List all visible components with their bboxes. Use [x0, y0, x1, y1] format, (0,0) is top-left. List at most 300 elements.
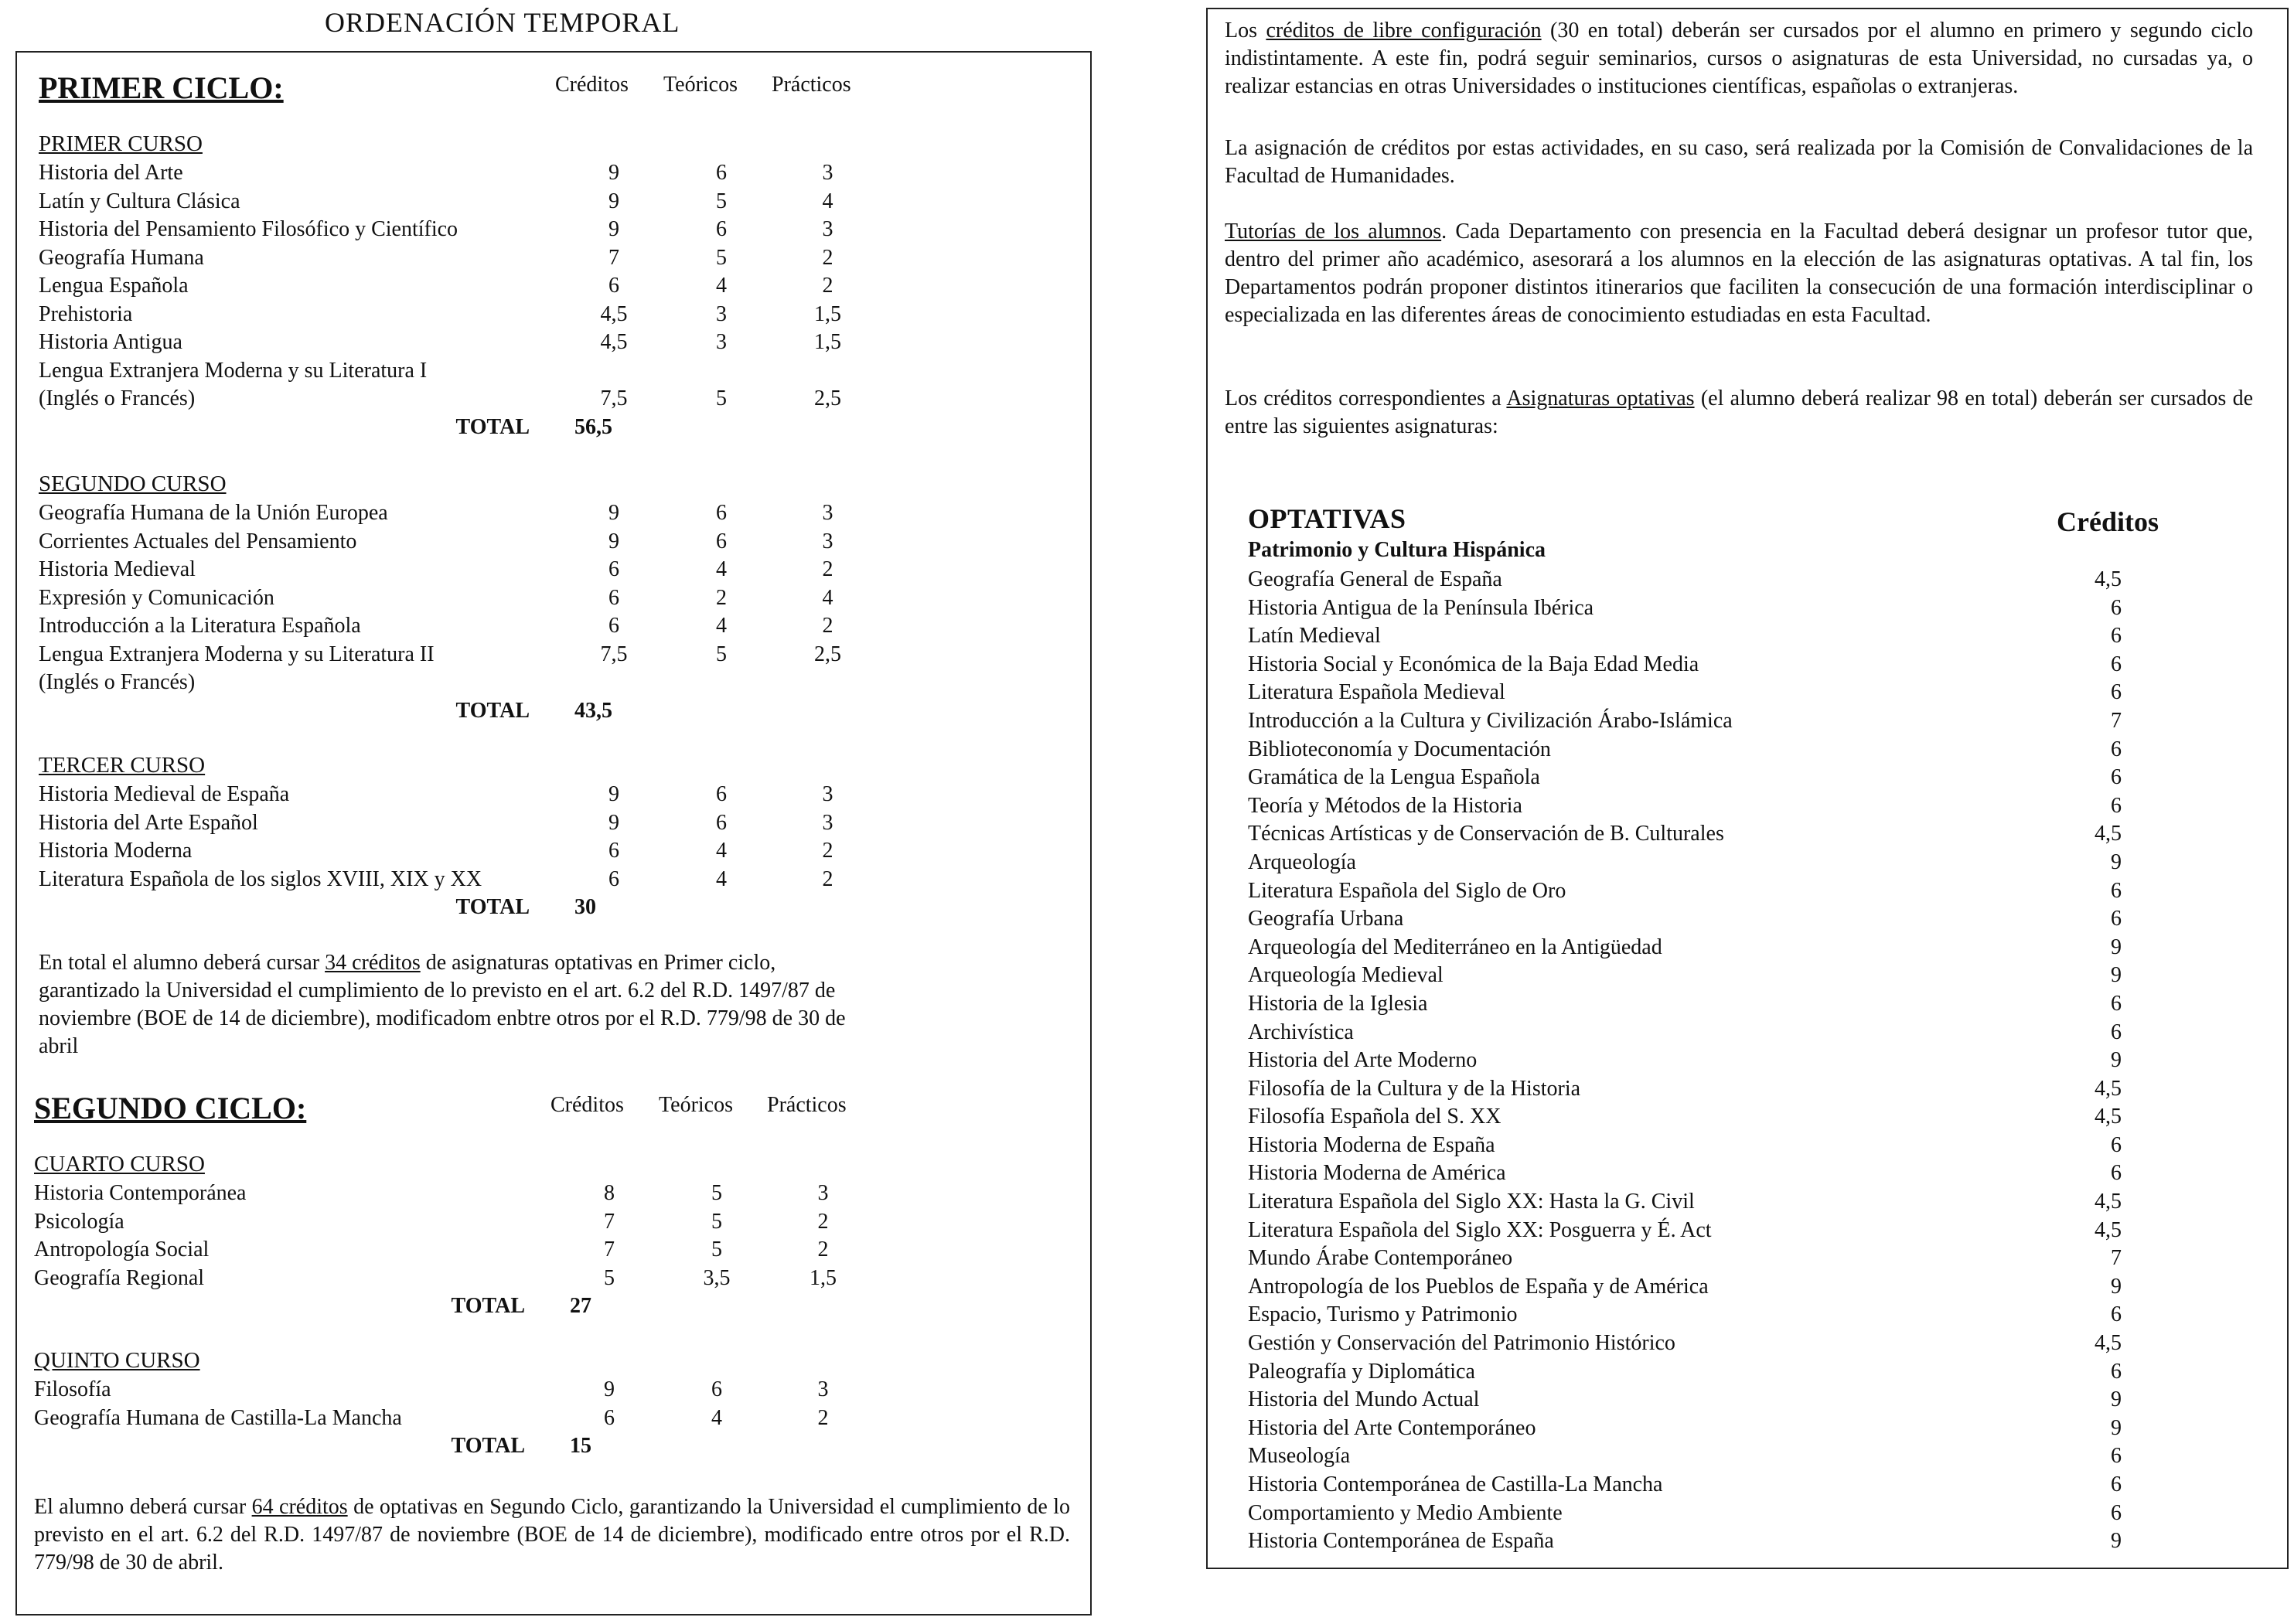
course-row: [34, 1265, 875, 1293]
course-practicos: 2: [822, 839, 833, 863]
course-creditos: 9: [608, 189, 619, 213]
course-teoricos: 6: [716, 217, 727, 241]
course-name: Lengua Española: [39, 274, 189, 298]
course-row: [34, 1180, 875, 1208]
optativa-row: [1248, 820, 2137, 849]
optativa-creditos: 6: [2111, 1500, 2122, 1525]
course-teoricos: 6: [716, 782, 727, 806]
curso-heading-quinto: QUINTO CURSO: [34, 1348, 200, 1373]
optativa-creditos: 6: [2111, 991, 2122, 1016]
segundo-ciclo-note: [34, 1493, 1070, 1577]
optativas-credits-header: Créditos: [2057, 506, 2159, 537]
total-row: [34, 1432, 875, 1461]
course-row: [39, 499, 880, 528]
optativa-creditos: 4,5: [2095, 822, 2122, 846]
optativa-name: Historia Moderna de América: [1248, 1161, 1506, 1186]
course-name: Historia del Arte Español: [39, 810, 258, 835]
note-text-rest: de asignaturas optativas en Primer ciclo, garantizado la Universidad el cumplimiento de lo previsto en el art. 6.2 del R.D. 1497/87 de noviembre (BOE de 14 de diciembre), modificadom enbtre otros por el R.D. 779/98 de 30 de abril: [39, 951, 846, 1058]
optativa-name: Historia del Arte Moderno: [1248, 1048, 1478, 1073]
empty-cell: [775, 894, 880, 922]
course-creditos: 9: [608, 161, 619, 185]
total-row: [34, 1292, 875, 1321]
total-value: 56,5: [574, 414, 612, 439]
col-practicos: Prácticos: [772, 73, 851, 97]
optativa-creditos: 6: [2111, 1302, 2122, 1327]
total-value: 15: [570, 1434, 591, 1458]
optativa-name: Museología: [1248, 1444, 1351, 1469]
optativa-row: [1248, 1500, 2137, 1528]
course-row: [39, 244, 880, 273]
optativa-creditos: 9: [2111, 1529, 2122, 1554]
course-creditos: 7: [604, 1209, 615, 1234]
optativas-table: [1248, 566, 2137, 1556]
p3-text: . Cada Departamento con presencia en la Facultad deberá designar un profesor tutor que, dentro del primer año académico, asesorará a los alumnos en la elección de las asignaturas optativas. A tal fin, los Departamentos podrán proponer distintos itinerarios que faciliten la consecución de una formación interdisciplinar o especializada en las diferentes áreas de conocimiento estudiadas en esta Facultad.: [1225, 220, 2253, 327]
course-creditos: 7,5: [600, 642, 628, 666]
course-row: [39, 584, 880, 613]
course-creditos: 9: [608, 217, 619, 241]
course-practicos: 4: [822, 585, 833, 610]
course-creditos: 9: [608, 782, 619, 806]
course-teoricos: 6: [716, 161, 727, 185]
course-row: [39, 669, 880, 697]
p4-link: Asignaturas optativas: [1506, 386, 1695, 410]
note2-text-rest: de optativas en Segundo Ciclo, garantizando la Universidad el cumplimiento de lo previsto en el art. 6.2 del R.D. 1497/87 de noviembre (BOE de 14 de diciembre), modificado entre otros por el R.D. 779/98 de 30 de abril.: [34, 1495, 1070, 1575]
course-teoricos: 6: [716, 810, 727, 835]
course-practicos: [775, 669, 880, 697]
course-row: [39, 159, 880, 188]
libre-config-paragraph: [1225, 17, 2253, 100]
course-row: [39, 357, 880, 386]
course-creditos: 6: [604, 1405, 615, 1430]
course-teoricos: 4: [716, 866, 727, 891]
course-row: [39, 612, 880, 641]
course-name: Historia Moderna: [39, 839, 193, 863]
optativa-creditos: 6: [2111, 765, 2122, 790]
segundo-ciclo-heading: SEGUNDO CICLO:: [34, 1091, 307, 1125]
course-name: Latín y Cultura Clásica: [39, 189, 240, 213]
course-creditos: 6: [608, 614, 619, 638]
table-segundo-curso: [39, 499, 880, 725]
optativa-creditos: 7: [2111, 708, 2122, 733]
course-teoricos: 5: [716, 642, 727, 666]
course-practicos: 2,5: [814, 642, 841, 666]
course-name: Geografía Humana: [39, 245, 204, 270]
optativa-creditos: 9: [2111, 963, 2122, 988]
optativa-name: Latín Medieval: [1248, 624, 1381, 649]
optativa-row: [1248, 594, 2137, 623]
course-row: [39, 188, 880, 216]
course-name: Lengua Extranjera Moderna y su Literatura II: [39, 642, 435, 666]
optativa-name: Antropología de los Pueblos de España y de América: [1248, 1274, 1709, 1299]
optativa-row: [1248, 764, 2137, 792]
optativa-name: Historia Contemporánea de Castilla-La Mancha: [1248, 1472, 1663, 1496]
course-practicos: 2: [822, 274, 833, 298]
course-name: Corrientes Actuales del Pensamiento: [39, 529, 357, 553]
optativa-creditos: 6: [2111, 1359, 2122, 1384]
course-row: [39, 528, 880, 557]
note-text: En total el alumno deberá cursar: [39, 951, 326, 975]
empty-cell: [667, 414, 775, 442]
course-row: [39, 866, 880, 894]
total-label: TOTAL: [451, 1434, 525, 1458]
optativa-row: [1248, 1047, 2137, 1075]
empty-cell: [667, 697, 775, 726]
course-creditos: 9: [608, 810, 619, 835]
optativa-row: [1248, 990, 2137, 1019]
optativa-name: Técnicas Artísticas y de Conservación de B. Culturales: [1248, 822, 1724, 846]
note-credits: 34 créditos: [325, 951, 421, 975]
optativa-row: [1248, 1244, 2137, 1273]
course-row: [39, 556, 880, 584]
optativa-row: [1248, 1217, 2137, 1245]
optativa-row: [1248, 736, 2137, 764]
optativa-creditos: 6: [2111, 680, 2122, 705]
optativa-row: [1248, 1301, 2137, 1330]
course-creditos: 7: [604, 1238, 615, 1261]
optativa-row: [1248, 1527, 2137, 1556]
course-creditos: 4,5: [600, 301, 628, 326]
table-tercer-curso: [39, 781, 880, 922]
left-frame: [15, 51, 1092, 1615]
empty-cell: [771, 1432, 875, 1461]
course-creditos: 6: [608, 839, 619, 863]
course-row: [39, 837, 880, 866]
optativa-creditos: 7: [2111, 1246, 2122, 1271]
p1-link: créditos de libre configuración: [1266, 19, 1542, 43]
course-creditos: 6: [608, 585, 619, 610]
optativa-creditos: 4,5: [2095, 1190, 2122, 1214]
total-row: [39, 894, 880, 922]
course-practicos: 2: [817, 1405, 829, 1430]
optativa-row: [1248, 1330, 2137, 1358]
course-practicos: 2: [822, 866, 833, 891]
course-creditos: 4,5: [600, 330, 628, 354]
course-teoricos: 5: [716, 189, 727, 213]
course-name: Historia Medieval de España: [39, 782, 290, 806]
left-page: [0, 0, 1113, 1624]
course-teoricos: 6: [716, 501, 727, 525]
course-row: [39, 641, 880, 669]
col-creditos-2: Créditos: [550, 1093, 624, 1117]
optativa-creditos: 6: [2111, 1444, 2122, 1469]
optativa-row: [1248, 849, 2137, 877]
optativa-row: [1248, 707, 2137, 736]
course-practicos: 3: [822, 810, 833, 835]
optativa-row: [1248, 1188, 2137, 1217]
empty-cell: [667, 894, 775, 922]
optativa-creditos: 6: [2111, 878, 2122, 903]
course-practicos: 2: [822, 245, 833, 270]
p1-text-rest: (30 en total) deberán ser cursados por el alumno en primero y segundo ciclo indistintamente. A este fin, podrá seguir seminarios, cursos o asignaturas de esta Universidad, no cursadas ya, o realizar estancias en otras Universidades o instituciones científicas, españolas o extranjeras.: [1225, 19, 2253, 98]
course-practicos: 3: [822, 529, 833, 553]
optativa-name: Literatura Española del Siglo XX: Posguerra y É. Act: [1248, 1217, 1712, 1242]
optativa-row: [1248, 622, 2137, 651]
course-creditos: [561, 669, 667, 697]
table-primer-curso: [39, 159, 880, 441]
optativa-row: [1248, 1442, 2137, 1471]
optativa-creditos: 6: [2111, 1020, 2122, 1044]
course-practicos: 2: [822, 557, 833, 581]
optativa-creditos: 6: [2111, 1132, 2122, 1157]
course-teoricos: 5: [711, 1238, 722, 1261]
document-title: ORDENACIÓN TEMPORAL: [325, 7, 680, 38]
optativa-creditos: 4,5: [2095, 1076, 2122, 1101]
course-teoricos: 3,5: [703, 1265, 731, 1290]
course-creditos: 7,5: [600, 386, 628, 410]
optativa-name: Geografía General de España: [1248, 567, 1502, 591]
optativa-name: Historia de la Iglesia: [1248, 991, 1428, 1016]
optativa-row: [1248, 962, 2137, 990]
course-row: [34, 1376, 875, 1404]
course-creditos: 9: [608, 501, 619, 525]
optativa-name: Historia del Arte Contemporáneo: [1248, 1415, 1536, 1440]
course-teoricos: 5: [716, 245, 727, 270]
optativa-row: [1248, 934, 2137, 962]
optativa-name: Teoría y Métodos de la Historia: [1248, 793, 1522, 818]
course-row: [34, 1404, 875, 1433]
course-name: Introducción a la Literatura Española: [39, 614, 361, 638]
optativa-row: [1248, 651, 2137, 679]
total-label: TOTAL: [455, 895, 530, 919]
optativas-intro-paragraph: [1225, 385, 2253, 441]
course-name: Historia Contemporánea: [34, 1181, 247, 1205]
optativa-name: Geografía Urbana: [1248, 907, 1404, 931]
optativa-creditos: 9: [2111, 849, 2122, 874]
asignacion-paragraph: La asignación de créditos por estas actividades, en su caso, será realizada por la Comisión de Convalidaciones de la Facultad de Humanidades.: [1225, 136, 2253, 188]
col-teoricos: Teóricos: [663, 73, 738, 97]
course-practicos: 3: [822, 782, 833, 806]
optativa-name: Mundo Árabe Contemporáneo: [1248, 1246, 1513, 1271]
optativa-creditos: 4,5: [2095, 567, 2122, 591]
empty-cell: [775, 414, 880, 442]
course-name: Prehistoria: [39, 301, 133, 326]
course-teoricos: 6: [716, 529, 727, 553]
course-teoricos: 5: [716, 386, 727, 410]
course-row: [39, 301, 880, 329]
optativa-creditos: 9: [2111, 935, 2122, 959]
optativa-creditos: 4,5: [2095, 1217, 2122, 1242]
optativa-name: Comportamiento y Medio Ambiente: [1248, 1500, 1563, 1525]
optativa-row: [1248, 1019, 2137, 1047]
optativa-name: Historia Antigua de la Península Ibérica: [1248, 595, 1594, 620]
total-value: 30: [574, 895, 596, 919]
optativas-title: OPTATIVAS: [1248, 503, 1406, 534]
course-teoricos: 2: [716, 585, 727, 610]
optativa-name: Arqueología Medieval: [1248, 963, 1444, 988]
optativa-row: [1248, 1273, 2137, 1302]
optativa-row: [1248, 1075, 2137, 1104]
optativa-creditos: 6: [2111, 595, 2122, 620]
course-teoricos: 5: [711, 1181, 722, 1205]
course-name: (Inglés o Francés): [39, 670, 196, 694]
table-cuarto-curso: [34, 1180, 875, 1321]
course-creditos: 7: [608, 245, 619, 270]
primer-ciclo-heading: PRIMER CICLO:: [39, 70, 284, 105]
optativa-row: [1248, 566, 2137, 594]
course-practicos: 2: [817, 1209, 829, 1234]
optativa-creditos: 9: [2111, 1274, 2122, 1299]
optativa-name: Gramática de la Lengua Española: [1248, 765, 1540, 790]
course-name: Geografía Humana de la Unión Europea: [39, 501, 388, 525]
course-teoricos: 4: [716, 839, 727, 863]
optativa-name: Literatura Española del Siglo XX: Hasta la G. Civil: [1248, 1190, 1695, 1214]
total-row: [39, 697, 880, 726]
course-row: [39, 216, 880, 244]
course-row: [34, 1208, 875, 1237]
course-teoricos: 3: [716, 330, 727, 354]
course-teoricos: 3: [716, 301, 727, 326]
course-name: Geografía Humana de Castilla-La Mancha: [34, 1405, 402, 1430]
optativa-row: [1248, 1415, 2137, 1443]
course-practicos: [775, 357, 880, 386]
optativa-name: Literatura Española del Siglo de Oro: [1248, 878, 1566, 903]
optativa-name: Literatura Española Medieval: [1248, 680, 1505, 705]
total-row: [39, 414, 880, 442]
right-page: [1191, 0, 2294, 1624]
course-row: [34, 1236, 875, 1265]
optativa-row: [1248, 905, 2137, 934]
curso-heading-tercer: TERCER CURSO: [39, 753, 206, 778]
course-creditos: 8: [604, 1181, 615, 1205]
optativa-row: [1248, 877, 2137, 906]
optativa-row: [1248, 1159, 2137, 1188]
optativa-row: [1248, 1471, 2137, 1500]
col-practicos-2: Prácticos: [767, 1093, 847, 1117]
optativa-name: Espacio, Turismo y Patrimonio: [1248, 1302, 1518, 1327]
course-name: Historia Medieval: [39, 557, 196, 581]
p3-link: Tutorías de los alumnos: [1225, 220, 1442, 243]
curso-heading-primer: PRIMER CURSO: [39, 131, 203, 156]
optativa-name: Paleografía y Diplomática: [1248, 1359, 1475, 1384]
course-teoricos: [667, 669, 775, 697]
curso-heading-cuarto: CUARTO CURSO: [34, 1152, 205, 1176]
optativas-group-heading: Patrimonio y Cultura Hispánica: [1248, 538, 1546, 562]
course-practicos: 3: [822, 161, 833, 185]
optativa-row: [1248, 1386, 2137, 1415]
total-value: 27: [570, 1294, 591, 1318]
optativa-name: Historia del Mundo Actual: [1248, 1387, 1480, 1412]
course-row: [39, 781, 880, 809]
course-creditos: 6: [608, 274, 619, 298]
optativa-name: Historia Contemporánea de España: [1248, 1529, 1554, 1554]
course-teoricos: 5: [711, 1209, 722, 1234]
course-teoricos: 4: [716, 557, 727, 581]
course-creditos: 6: [608, 557, 619, 581]
optativa-name: Arqueología del Mediterráneo en la Antigüedad: [1248, 935, 1662, 959]
course-row: [39, 272, 880, 301]
total-label: TOTAL: [455, 698, 530, 723]
curso-heading-segundo: SEGUNDO CURSO: [39, 472, 227, 496]
p4-text-rest: (el alumno deberá realizar 98 en total) deberán ser cursados de entre las siguientes asignaturas:: [1225, 386, 2253, 438]
optativa-name: Filosofía de la Cultura y de la Historia: [1248, 1076, 1581, 1101]
empty-cell: [663, 1292, 771, 1321]
course-creditos: [561, 357, 667, 386]
course-practicos: 2: [817, 1238, 829, 1261]
optativa-row: [1248, 1358, 2137, 1387]
course-name: Literatura Española de los siglos XVIII, XIX y XX: [39, 866, 482, 891]
course-name: (Inglés o Francés): [39, 386, 196, 410]
col-creditos: Créditos: [555, 73, 629, 97]
primer-ciclo-note: [39, 949, 858, 1061]
course-teoricos: 4: [716, 274, 727, 298]
course-name: Antropología Social: [34, 1238, 210, 1261]
course-practicos: 3: [822, 217, 833, 241]
optativa-name: Historia Social y Económica de la Baja Edad Media: [1248, 652, 1699, 676]
optativa-creditos: 9: [2111, 1048, 2122, 1073]
course-practicos: 3: [822, 501, 833, 525]
optativa-row: [1248, 1132, 2137, 1160]
course-teoricos: 4: [711, 1405, 722, 1430]
optativa-creditos: 6: [2111, 624, 2122, 649]
optativa-creditos: 6: [2111, 907, 2122, 931]
course-creditos: 9: [604, 1377, 615, 1401]
course-teoricos: 4: [716, 614, 727, 638]
course-practicos: 3: [817, 1181, 829, 1205]
optativa-row: [1248, 1103, 2137, 1132]
course-row: [39, 329, 880, 357]
optativa-name: Filosofía Española del S. XX: [1248, 1105, 1501, 1129]
optativa-creditos: 9: [2111, 1387, 2122, 1412]
empty-cell: [771, 1292, 875, 1321]
optativa-creditos: 4,5: [2095, 1331, 2122, 1356]
optativa-name: Arqueología: [1248, 849, 1356, 874]
optativa-creditos: 6: [2111, 1161, 2122, 1186]
course-name: Filosofía: [34, 1377, 111, 1401]
optativa-name: Introducción a la Cultura y Civilización Árabo-Islámica: [1248, 708, 1733, 733]
course-name: Expresión y Comunicación: [39, 585, 274, 610]
course-practicos: 1,5: [814, 301, 841, 326]
empty-cell: [775, 697, 880, 726]
p4-text: Los créditos correspondientes a: [1225, 386, 1507, 410]
course-name: Historia Antigua: [39, 330, 182, 354]
optativa-creditos: 6: [2111, 1472, 2122, 1496]
optativa-creditos: 9: [2111, 1415, 2122, 1440]
course-name: Lengua Extranjera Moderna y su Literatura I: [39, 358, 428, 383]
course-name: Historia del Arte: [39, 161, 183, 185]
course-row: [39, 385, 880, 414]
course-creditos: 9: [608, 529, 619, 553]
course-teoricos: [667, 357, 775, 386]
course-practicos: 2: [822, 614, 833, 638]
total-label: TOTAL: [451, 1294, 525, 1318]
course-creditos: 6: [608, 866, 619, 891]
course-teoricos: 6: [711, 1377, 722, 1401]
optativa-name: Biblioteconomía y Documentación: [1248, 737, 1551, 761]
optativa-row: [1248, 792, 2137, 821]
optativa-name: Archivística: [1248, 1020, 1354, 1044]
optativa-row: [1248, 679, 2137, 707]
optativa-creditos: 6: [2111, 652, 2122, 676]
note2-credits: 64 créditos: [251, 1495, 348, 1519]
total-value: 43,5: [574, 698, 612, 723]
optativa-name: Gestión y Conservación del Patrimonio Histórico: [1248, 1331, 1675, 1356]
empty-cell: [663, 1432, 771, 1461]
tutorias-paragraph: [1225, 218, 2253, 329]
course-practicos: 4: [822, 189, 833, 213]
note2-text: El alumno deberá cursar: [34, 1495, 252, 1519]
table-quinto-curso: [34, 1376, 875, 1461]
course-creditos: 5: [604, 1265, 615, 1290]
total-label: TOTAL: [455, 414, 530, 439]
p1-text: Los: [1225, 19, 1266, 43]
optativa-creditos: 6: [2111, 793, 2122, 818]
course-practicos: 3: [817, 1377, 829, 1401]
optativa-name: Historia Moderna de España: [1248, 1132, 1495, 1157]
course-name: Geografía Regional: [34, 1265, 205, 1290]
course-practicos: 2,5: [814, 386, 841, 410]
col-teoricos-2: Teóricos: [659, 1093, 734, 1117]
course-practicos: 1,5: [810, 1265, 837, 1290]
